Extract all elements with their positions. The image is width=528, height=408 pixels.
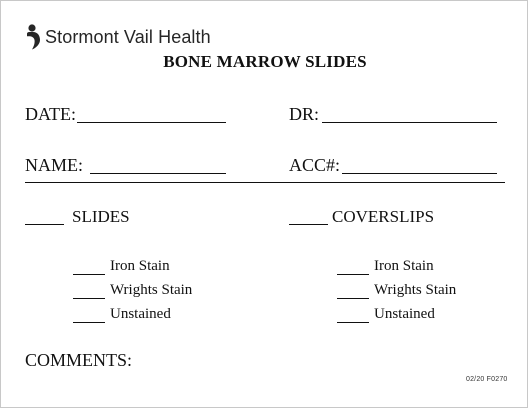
coverslips-wrights-stain-line[interactable]: [337, 298, 369, 299]
section-divider: [25, 182, 505, 183]
coverslips-count-line[interactable]: [289, 224, 328, 225]
slides-iron-stain-label: Iron Stain: [110, 258, 170, 274]
name-input-line[interactable]: [90, 173, 226, 174]
coverslips-label: COVERSLIPS: [332, 207, 435, 226]
brand-name: Stormont Vail Health: [45, 26, 211, 47]
form-code: 02/20 F0270: [466, 376, 508, 383]
coverslips-iron-stain-label: Iron Stain: [374, 258, 434, 274]
coverslips-wrights-stain-label: Wrights Stain: [374, 282, 457, 298]
slides-wrights-stain-line[interactable]: [73, 298, 105, 299]
dr-label: DR:: [289, 104, 320, 124]
coverslips-iron-stain-line[interactable]: [337, 274, 369, 275]
date-label: DATE:: [25, 104, 76, 124]
slides-label: SLIDES: [72, 207, 130, 226]
comments-label: COMMENTS:: [25, 350, 133, 370]
slides-unstained-line[interactable]: [73, 322, 105, 323]
slides-unstained-label: Unstained: [110, 306, 171, 322]
page-title: BONE MARROW SLIDES: [163, 52, 367, 71]
name-label: NAME:: [25, 155, 83, 175]
acc-label: ACC#:: [289, 155, 341, 175]
stormont-vail-person-icon: [25, 24, 41, 50]
dr-input-line[interactable]: [322, 122, 497, 123]
acc-input-line[interactable]: [342, 173, 497, 174]
slides-count-line[interactable]: [25, 224, 64, 225]
slides-iron-stain-line[interactable]: [73, 274, 105, 275]
slides-wrights-stain-label: Wrights Stain: [110, 282, 193, 298]
coverslips-unstained-line[interactable]: [337, 322, 369, 323]
date-input-line[interactable]: [77, 122, 226, 123]
coverslips-unstained-label: Unstained: [374, 306, 435, 322]
brand-logo: [25, 24, 211, 50]
